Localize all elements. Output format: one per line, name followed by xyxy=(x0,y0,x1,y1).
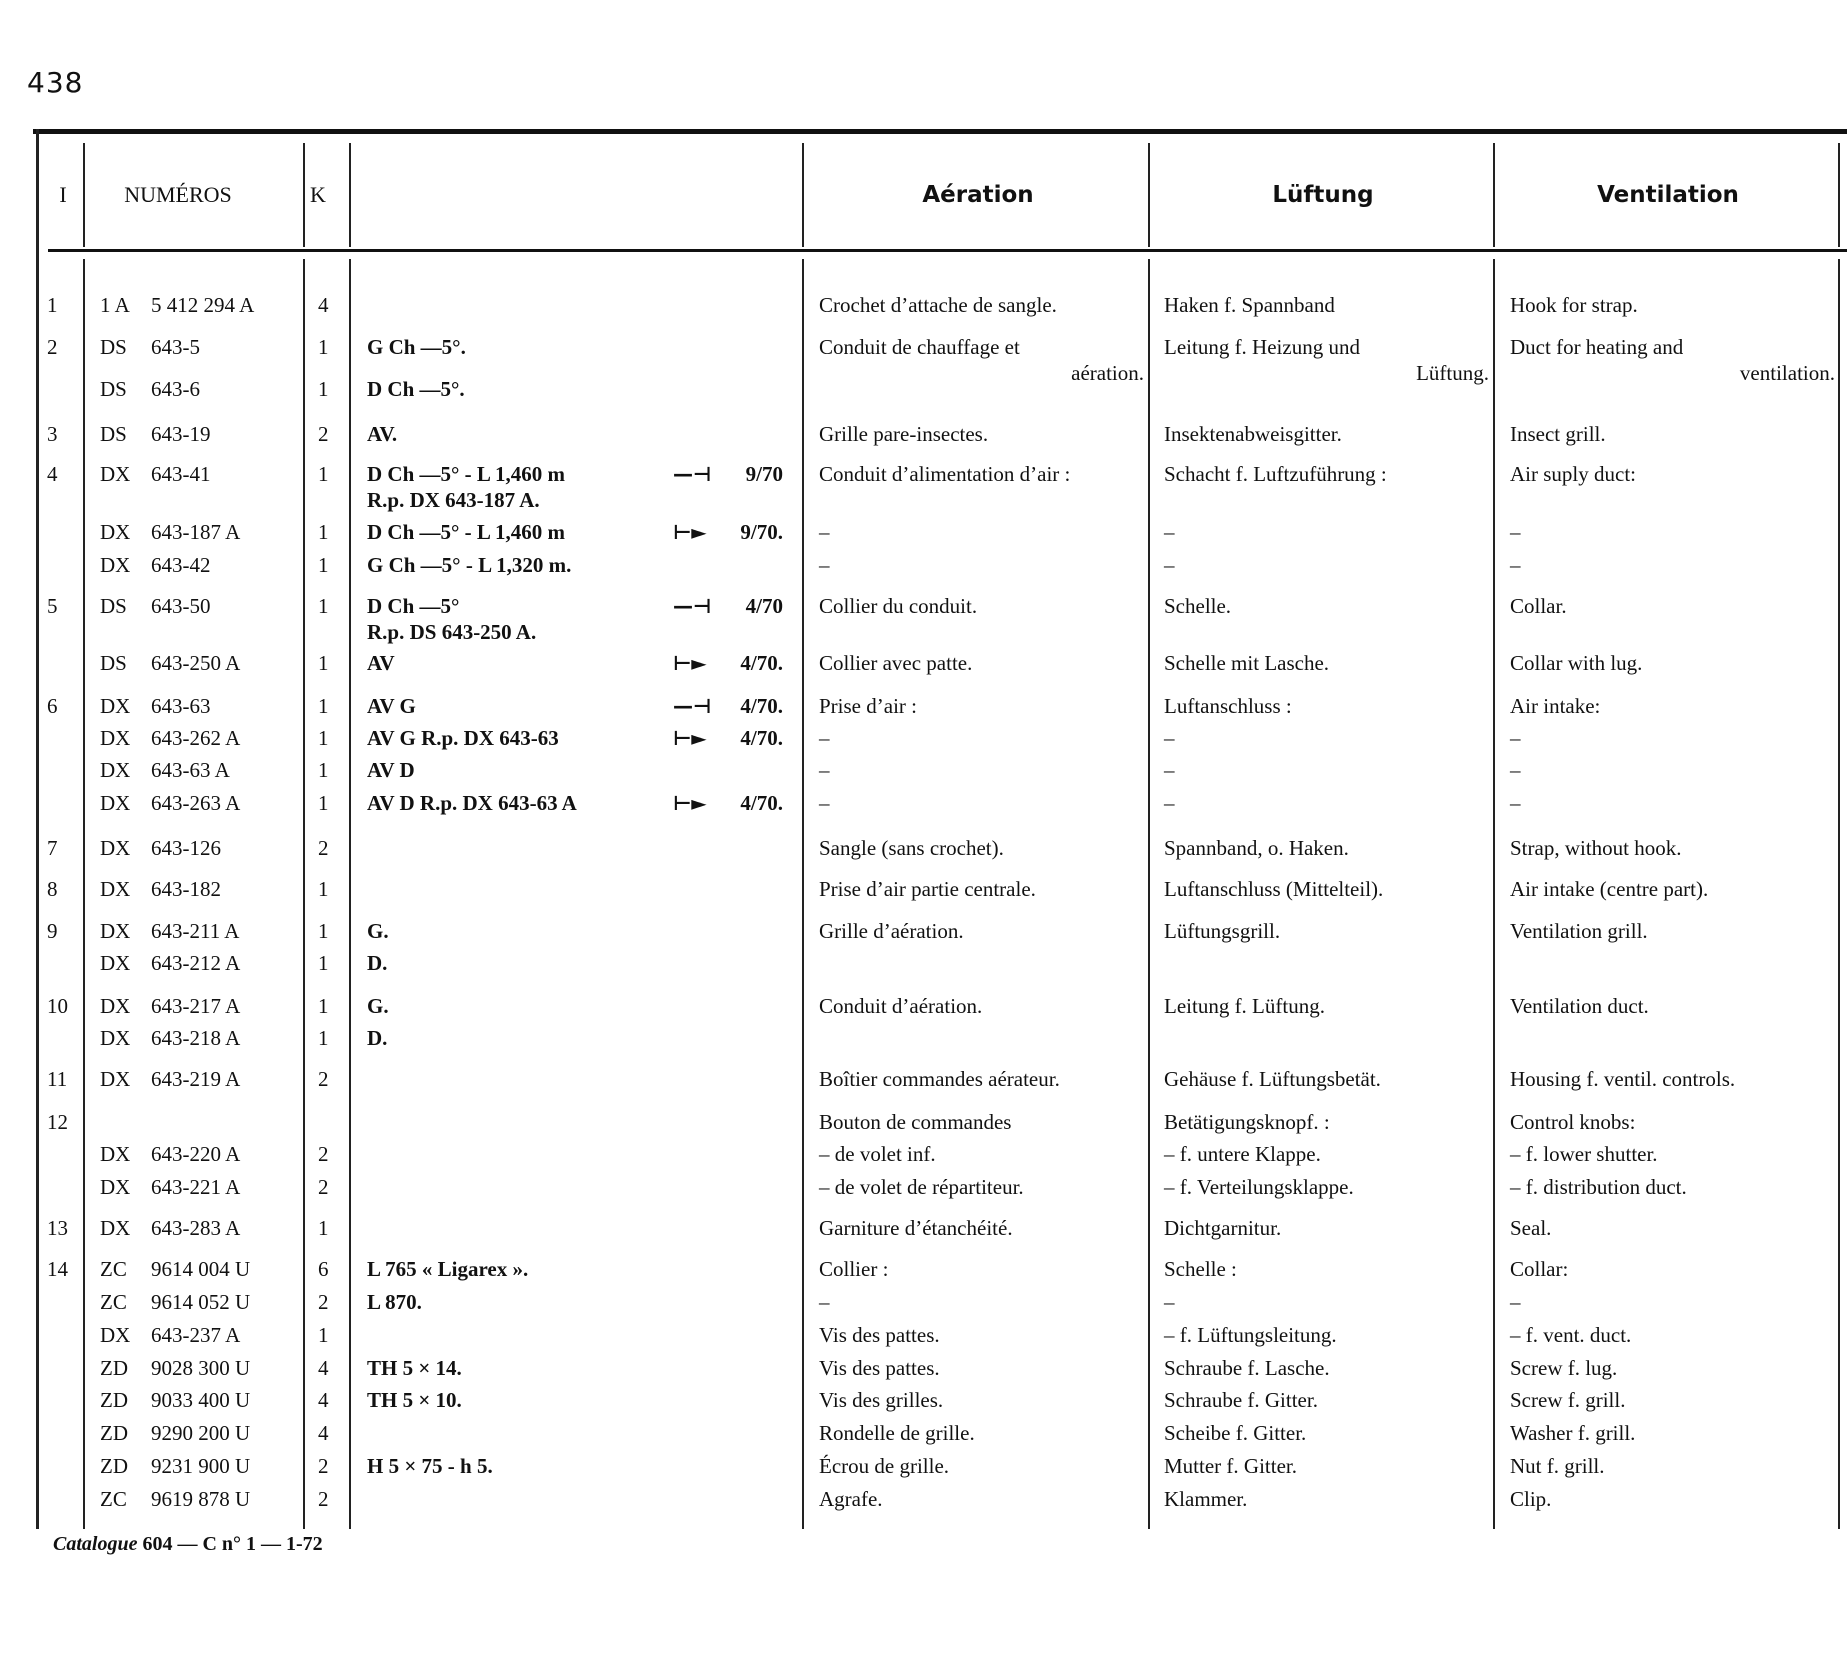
part-prefix: DX xyxy=(100,1142,131,1166)
quantity-k: 1 xyxy=(318,651,329,675)
column-divider xyxy=(1838,143,1840,247)
desc-en-cont: ventilation. xyxy=(1739,361,1835,385)
desc-fr: Boîtier commandes aérateur. xyxy=(819,1067,1060,1091)
part-spec: D Ch —5° - L 1,460 m xyxy=(367,462,565,486)
part-number: 643-262 A xyxy=(151,726,241,750)
quantity-k: 1 xyxy=(318,594,329,618)
footer-catalogue-label: Catalogue xyxy=(53,1533,138,1555)
desc-de-cont: Lüftung. xyxy=(1416,361,1489,385)
part-spec: TH 5 × 14. xyxy=(367,1356,462,1380)
part-number: 643-219 A xyxy=(151,1067,241,1091)
quantity-k: 1 xyxy=(318,951,329,975)
part-spec: L 765 « Ligarex ». xyxy=(367,1257,529,1281)
quantity-k: 1 xyxy=(318,1026,329,1050)
part-prefix: ZC xyxy=(100,1290,127,1314)
part-number: 9614 004 U xyxy=(151,1257,251,1281)
part-prefix: ZD xyxy=(100,1454,128,1478)
header-index: I xyxy=(59,182,67,207)
quantity-k: 1 xyxy=(318,553,329,577)
desc-en: Nut f. grill. xyxy=(1510,1454,1605,1478)
desc-de: – xyxy=(1164,758,1175,782)
desc-de: Scheibe f. Gitter. xyxy=(1164,1421,1307,1445)
change-arrow-icon: ⊢► xyxy=(673,791,707,815)
part-spec: AV G R.p. DX 643-63 xyxy=(367,726,559,750)
part-prefix: 1 A xyxy=(100,293,130,317)
row-index: 3 xyxy=(47,422,58,446)
quantity-k: 1 xyxy=(318,726,329,750)
quantity-k: 4 xyxy=(318,1388,329,1412)
desc-en: – xyxy=(1510,791,1521,815)
desc-de: Schelle mit Lasche. xyxy=(1164,651,1330,675)
part-prefix: ZD xyxy=(100,1356,128,1380)
row-index: 12 xyxy=(47,1110,68,1134)
desc-fr: Agrafe. xyxy=(819,1487,883,1511)
header-numbers: NUMÉROS xyxy=(124,182,232,207)
desc-en: Air intake: xyxy=(1510,694,1601,718)
quantity-k: 1 xyxy=(318,694,329,718)
quantity-k: 1 xyxy=(318,335,329,359)
part-spec: G. xyxy=(367,994,389,1018)
row-index: 11 xyxy=(47,1067,68,1091)
part-prefix: DX xyxy=(100,951,131,975)
part-spec: D. xyxy=(367,951,388,975)
quantity-k: 1 xyxy=(318,994,329,1018)
quantity-k: 2 xyxy=(318,422,329,446)
part-prefix: DX xyxy=(100,919,131,943)
part-number: 643-218 A xyxy=(151,1026,241,1050)
column-divider xyxy=(1493,259,1495,1529)
quantity-k: 2 xyxy=(318,1454,329,1478)
desc-fr: Vis des pattes. xyxy=(819,1356,940,1380)
desc-fr: Prise d’air partie centrale. xyxy=(819,877,1036,901)
quantity-k: 6 xyxy=(318,1257,329,1281)
quantity-k: 2 xyxy=(318,1290,329,1314)
desc-fr: Prise d’air : xyxy=(819,694,917,718)
part-number: 643-5 xyxy=(151,335,200,359)
desc-fr: Rondelle de grille. xyxy=(819,1421,975,1445)
part-prefix: DX xyxy=(100,836,131,860)
part-prefix: DX xyxy=(100,462,131,486)
desc-de: Leitung f. Lüftung. xyxy=(1164,994,1325,1018)
part-number: 643-182 xyxy=(151,877,221,901)
part-prefix: DX xyxy=(100,1067,131,1091)
header-k: K xyxy=(310,182,326,207)
desc-fr: – de volet de répartiteur. xyxy=(819,1175,1024,1199)
desc-en: – f. vent. duct. xyxy=(1510,1323,1632,1347)
desc-fr: – xyxy=(819,726,830,750)
change-arrow-icon: ⊢► xyxy=(673,520,707,544)
desc-de: – f. Lüftungsleitung. xyxy=(1164,1323,1337,1347)
part-number: 643-221 A xyxy=(151,1175,241,1199)
part-prefix: DX xyxy=(100,877,131,901)
desc-fr: Garniture d’étanchéité. xyxy=(819,1216,1013,1240)
footer-reference: 604 — C n° 1 — 1-72 xyxy=(142,1533,323,1555)
part-number: 643-126 xyxy=(151,836,221,860)
quantity-k: 1 xyxy=(318,791,329,815)
part-prefix: ZC xyxy=(100,1257,127,1281)
part-spec: AV. xyxy=(367,422,398,446)
desc-fr: Conduit d’aération. xyxy=(819,994,983,1018)
part-prefix: DS xyxy=(100,377,127,401)
change-date: 4/70. xyxy=(740,726,783,750)
part-prefix: DX xyxy=(100,994,131,1018)
part-number: 643-220 A xyxy=(151,1142,241,1166)
desc-fr: Crochet d’attache de sangle. xyxy=(819,293,1057,317)
desc-fr: – de volet inf. xyxy=(819,1142,936,1166)
change-arrow-icon: —⊣ xyxy=(673,694,712,718)
part-spec: AV xyxy=(367,651,395,675)
desc-en: Hook for strap. xyxy=(1510,293,1638,317)
part-prefix: DX xyxy=(100,1026,131,1050)
desc-fr: Collier du conduit. xyxy=(819,594,978,618)
desc-en: Ventilation duct. xyxy=(1510,994,1649,1018)
desc-en: – xyxy=(1510,553,1521,577)
column-divider xyxy=(1148,143,1150,247)
row-index: 9 xyxy=(47,919,58,943)
desc-de: Gehäuse f. Lüftungsbetät. xyxy=(1164,1067,1381,1091)
desc-de: Lüftungsgrill. xyxy=(1164,919,1281,943)
column-divider xyxy=(1493,143,1495,247)
change-date: 4/70. xyxy=(740,651,783,675)
part-prefix: DX xyxy=(100,694,131,718)
desc-en: Screw f. grill. xyxy=(1510,1388,1626,1412)
part-number: 9231 900 U xyxy=(151,1454,251,1478)
change-date: 4/70. xyxy=(740,791,783,815)
column-divider xyxy=(83,259,85,1529)
part-number: 643-250 A xyxy=(151,651,241,675)
desc-en: Screw f. lug. xyxy=(1510,1356,1618,1380)
column-divider xyxy=(303,143,305,247)
desc-de: Insektenabweisgitter. xyxy=(1164,422,1342,446)
part-number: 9614 052 U xyxy=(151,1290,251,1314)
part-spec: TH 5 × 10. xyxy=(367,1388,462,1412)
quantity-k: 1 xyxy=(318,1323,329,1347)
desc-de: Schraube f. Lasche. xyxy=(1164,1356,1330,1380)
desc-en: Housing f. ventil. controls. xyxy=(1510,1067,1736,1091)
column-divider xyxy=(1148,259,1150,1529)
part-number: 643-217 A xyxy=(151,994,241,1018)
desc-fr: – xyxy=(819,520,830,544)
row-index: 14 xyxy=(47,1257,68,1281)
column-divider xyxy=(1838,259,1840,1529)
change-date: 4/70. xyxy=(740,694,783,718)
desc-en: Strap, without hook. xyxy=(1510,836,1682,860)
desc-de: Spannband, o. Haken. xyxy=(1164,836,1349,860)
desc-fr: Conduit d’alimentation d’air : xyxy=(819,462,1071,486)
part-prefix: ZD xyxy=(100,1388,128,1412)
part-prefix: DX xyxy=(100,1175,131,1199)
desc-en: Washer f. grill. xyxy=(1510,1421,1636,1445)
desc-en: Insect grill. xyxy=(1510,422,1606,446)
desc-de: – f. untere Klappe. xyxy=(1164,1142,1321,1166)
desc-de: Haken f. Spannband xyxy=(1164,293,1335,317)
quantity-k: 2 xyxy=(318,836,329,860)
quantity-k: 4 xyxy=(318,1356,329,1380)
row-index: 2 xyxy=(47,335,58,359)
quantity-k: 2 xyxy=(318,1175,329,1199)
table-top-rule xyxy=(33,129,1847,134)
row-index: 6 xyxy=(47,694,58,718)
desc-fr: – xyxy=(819,1290,830,1314)
part-prefix: ZC xyxy=(100,1487,127,1511)
desc-en: Air intake (centre part). xyxy=(1510,877,1709,901)
part-prefix: ZD xyxy=(100,1421,128,1445)
part-number: 9028 300 U xyxy=(151,1356,251,1380)
header-lueftung: Lüftung xyxy=(1272,182,1374,208)
part-prefix: DX xyxy=(100,1323,131,1347)
part-prefix: DS xyxy=(100,594,127,618)
part-prefix: DS xyxy=(100,651,127,675)
part-spec: D. xyxy=(367,1026,388,1050)
table-left-border xyxy=(36,129,39,1529)
desc-de: Schelle : xyxy=(1164,1257,1237,1281)
desc-fr: Vis des pattes. xyxy=(819,1323,940,1347)
quantity-k: 4 xyxy=(318,1421,329,1445)
part-spec: D Ch —5°. xyxy=(367,377,465,401)
change-arrow-icon: —⊣ xyxy=(673,594,712,618)
desc-de: – xyxy=(1164,520,1175,544)
part-number: 643-42 xyxy=(151,553,211,577)
part-number: 643-187 A xyxy=(151,520,241,544)
header-bottom-rule xyxy=(48,249,1847,252)
part-number: 9290 200 U xyxy=(151,1421,251,1445)
desc-de: – xyxy=(1164,791,1175,815)
desc-en: Collar with lug. xyxy=(1510,651,1643,675)
part-spec: L 870. xyxy=(367,1290,422,1314)
change-date: 9/70. xyxy=(740,520,783,544)
part-prefix: DX xyxy=(100,1216,131,1240)
part-prefix: DS xyxy=(100,335,127,359)
desc-fr: Écrou de grille. xyxy=(819,1454,950,1478)
desc-de: – xyxy=(1164,553,1175,577)
part-prefix: DS xyxy=(100,422,127,446)
desc-fr: – xyxy=(819,758,830,782)
quantity-k: 1 xyxy=(318,758,329,782)
row-index: 4 xyxy=(47,462,58,486)
quantity-k: 2 xyxy=(318,1487,329,1511)
quantity-k: 1 xyxy=(318,877,329,901)
change-arrow-icon: ⊢► xyxy=(673,726,707,750)
parts-table xyxy=(33,129,1847,1529)
part-number: 643-6 xyxy=(151,377,200,401)
part-number: 643-283 A xyxy=(151,1216,241,1240)
part-spec: G Ch —5° - L 1,320 m. xyxy=(367,553,572,577)
desc-de: Leitung f. Heizung und xyxy=(1164,335,1360,359)
change-date: 4/70 xyxy=(745,594,783,618)
desc-de: – xyxy=(1164,726,1175,750)
quantity-k: 1 xyxy=(318,377,329,401)
column-divider xyxy=(303,259,305,1529)
part-spec: D Ch —5° - L 1,460 m xyxy=(367,520,565,544)
part-number: 643-63 A xyxy=(151,758,230,782)
part-prefix: DX xyxy=(100,791,131,815)
desc-de: Dichtgarnitur. xyxy=(1164,1216,1282,1240)
desc-fr: Vis des grilles. xyxy=(819,1388,944,1412)
part-number: 643-63 xyxy=(151,694,211,718)
desc-en: Control knobs: xyxy=(1510,1110,1636,1134)
part-spec: AV D xyxy=(367,758,415,782)
desc-en: – f. distribution duct. xyxy=(1510,1175,1687,1199)
desc-fr: Collier avec patte. xyxy=(819,651,973,675)
part-spec-replacement: R.p. DS 643-250 A. xyxy=(367,620,537,644)
desc-de: Betätigungsknopf. : xyxy=(1164,1110,1330,1134)
desc-de: – f. Verteilungsklappe. xyxy=(1164,1175,1354,1199)
row-index: 13 xyxy=(47,1216,68,1240)
desc-en: Collar: xyxy=(1510,1257,1569,1281)
desc-de: Luftanschluss (Mittelteil). xyxy=(1164,877,1384,901)
part-spec: H 5 × 75 - h 5. xyxy=(367,1454,493,1478)
quantity-k: 1 xyxy=(318,1216,329,1240)
part-number: 9619 878 U xyxy=(151,1487,251,1511)
row-index: 7 xyxy=(47,836,58,860)
column-divider xyxy=(802,143,804,247)
part-number: 643-237 A xyxy=(151,1323,241,1347)
page-number: 438 xyxy=(27,66,84,99)
part-spec-replacement: R.p. DX 643-187 A. xyxy=(367,488,540,512)
desc-de: Schraube f. Gitter. xyxy=(1164,1388,1318,1412)
desc-fr: Grille pare-insectes. xyxy=(819,422,989,446)
desc-fr: Conduit de chauffage et xyxy=(819,335,1020,359)
quantity-k: 1 xyxy=(318,520,329,544)
quantity-k: 1 xyxy=(318,462,329,486)
desc-en: – xyxy=(1510,758,1521,782)
desc-en: Clip. xyxy=(1510,1487,1552,1511)
part-spec: AV G xyxy=(367,694,416,718)
row-index: 10 xyxy=(47,994,68,1018)
desc-en: Duct for heating and xyxy=(1510,335,1684,359)
header-ventilation: Ventilation xyxy=(1597,182,1739,208)
part-number: 643-19 xyxy=(151,422,211,446)
part-prefix: DX xyxy=(100,520,131,544)
part-spec: G. xyxy=(367,919,389,943)
desc-en: Ventilation grill. xyxy=(1510,919,1648,943)
change-date: 9/70 xyxy=(745,462,783,486)
desc-de: Schacht f. Luftzuführung : xyxy=(1164,462,1387,486)
desc-de: Luftanschluss : xyxy=(1164,694,1292,718)
desc-de: Schelle. xyxy=(1164,594,1232,618)
part-number: 643-50 xyxy=(151,594,211,618)
column-divider xyxy=(83,143,85,247)
column-divider xyxy=(349,259,351,1529)
part-number: 643-212 A xyxy=(151,951,241,975)
desc-en: Seal. xyxy=(1510,1216,1552,1240)
part-prefix: DX xyxy=(100,726,131,750)
desc-en: – f. lower shutter. xyxy=(1510,1142,1658,1166)
desc-fr: Collier : xyxy=(819,1257,889,1281)
part-number: 643-263 A xyxy=(151,791,241,815)
desc-fr: – xyxy=(819,553,830,577)
desc-fr: Sangle (sans crochet). xyxy=(819,836,1004,860)
row-index: 8 xyxy=(47,877,58,901)
desc-en: – xyxy=(1510,726,1521,750)
change-arrow-icon: ⊢► xyxy=(673,651,707,675)
desc-de: Mutter f. Gitter. xyxy=(1164,1454,1297,1478)
desc-fr: Grille d’aération. xyxy=(819,919,964,943)
part-prefix: DX xyxy=(100,758,131,782)
desc-en: Air suply duct: xyxy=(1510,462,1636,486)
catalog-footer xyxy=(53,1533,323,1556)
desc-fr-cont: aération. xyxy=(1071,361,1144,385)
column-divider xyxy=(802,259,804,1529)
part-number: 643-211 A xyxy=(151,919,240,943)
part-prefix: DX xyxy=(100,553,131,577)
desc-en: – xyxy=(1510,520,1521,544)
column-divider xyxy=(349,143,351,247)
quantity-k: 2 xyxy=(318,1142,329,1166)
desc-en: – xyxy=(1510,1290,1521,1314)
quantity-k: 4 xyxy=(318,293,329,317)
row-index: 5 xyxy=(47,594,58,618)
desc-de: – xyxy=(1164,1290,1175,1314)
desc-fr: Bouton de commandes xyxy=(819,1110,1012,1134)
part-number: 5 412 294 A xyxy=(151,293,255,317)
change-arrow-icon: —⊣ xyxy=(673,462,712,486)
quantity-k: 1 xyxy=(318,919,329,943)
part-spec: G Ch —5°. xyxy=(367,335,466,359)
desc-fr: – xyxy=(819,791,830,815)
part-number: 9033 400 U xyxy=(151,1388,251,1412)
part-spec: AV D R.p. DX 643-63 A xyxy=(367,791,577,815)
desc-de: Klammer. xyxy=(1164,1487,1248,1511)
part-spec: D Ch —5° xyxy=(367,594,460,618)
desc-en: Collar. xyxy=(1510,594,1567,618)
row-index: 1 xyxy=(47,293,58,317)
quantity-k: 2 xyxy=(318,1067,329,1091)
header-aeration: Aération xyxy=(922,182,1034,208)
part-number: 643-41 xyxy=(151,462,211,486)
